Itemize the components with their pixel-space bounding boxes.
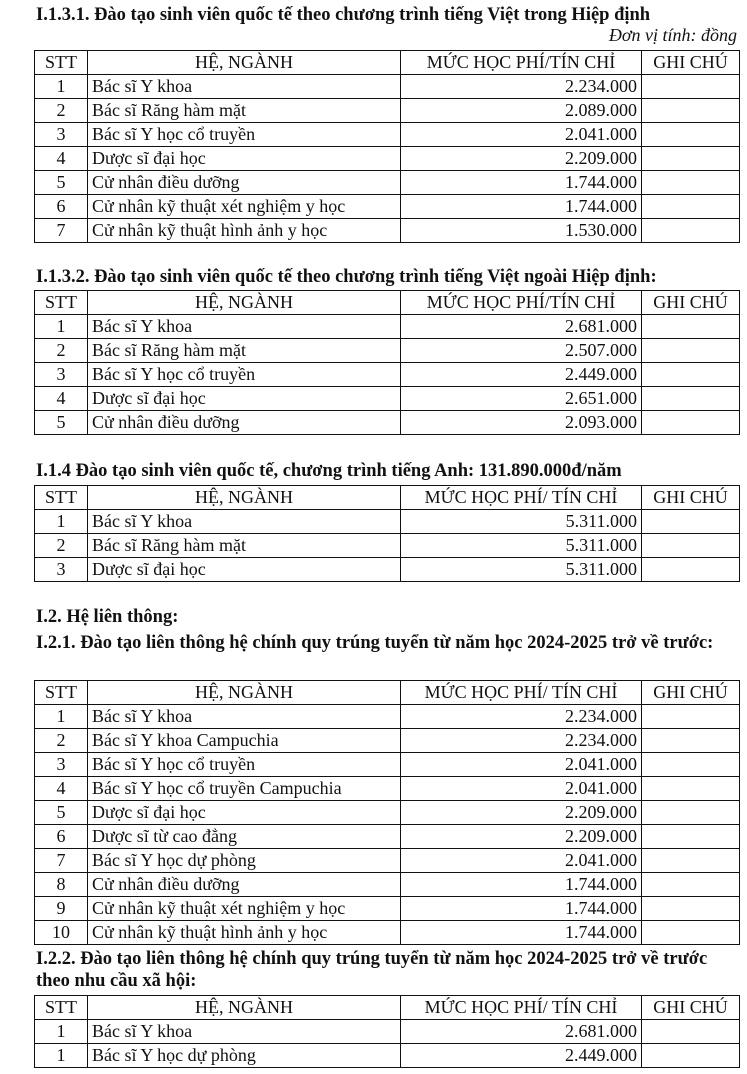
cell-fee: 2.089.000 <box>401 99 642 123</box>
cell-program: Cử nhân điều dưỡng <box>88 171 401 195</box>
header-note: GHI CHÚ <box>642 486 740 510</box>
cell-stt: 4 <box>35 777 88 801</box>
cell-fee: 2.041.000 <box>401 849 642 873</box>
table-row <box>35 729 740 753</box>
cell-program: Bác sĩ Y khoa Campuchia <box>88 729 401 753</box>
header-stt: STT <box>35 291 88 315</box>
header-note: GHI CHÚ <box>642 681 740 705</box>
cell-fee: 2.507.000 <box>401 339 642 363</box>
cell-stt: 5 <box>35 801 88 825</box>
fee-table-114 <box>34 485 740 582</box>
section-heading-1131: I.1.3.1. Đào tạo sinh viên quốc tế theo chương trình tiếng Việt trong Hiệp định <box>36 5 651 25</box>
cell-program: Bác sĩ Răng hàm mặt <box>88 534 401 558</box>
cell-fee: 1.744.000 <box>401 195 642 219</box>
cell-fee: 2.209.000 <box>401 825 642 849</box>
cell-note <box>642 75 740 99</box>
cell-note <box>642 558 740 582</box>
cell-note <box>642 171 740 195</box>
cell-fee: 5.311.000 <box>401 534 642 558</box>
cell-fee: 1.744.000 <box>401 921 642 945</box>
cell-program: Dược sĩ đại học <box>88 387 401 411</box>
header-fee: MỨC HỌC PHÍ/ TÍN CHỈ <box>401 486 642 510</box>
cell-program: Cử nhân kỹ thuật hình ảnh y học <box>88 921 401 945</box>
header-fee: MỨC HỌC PHÍ/ TÍN CHỈ <box>401 681 642 705</box>
cell-fee: 2.234.000 <box>401 75 642 99</box>
cell-fee: 1.530.000 <box>401 219 642 243</box>
cell-stt: 1 <box>35 315 88 339</box>
cell-program: Cử nhân kỹ thuật xét nghiệm y học <box>88 195 401 219</box>
table-row <box>35 777 740 801</box>
cell-fee: 2.651.000 <box>401 387 642 411</box>
table-row <box>35 921 740 945</box>
table-row <box>35 825 740 849</box>
cell-stt: 6 <box>35 195 88 219</box>
cell-fee: 5.311.000 <box>401 558 642 582</box>
cell-fee: 1.744.000 <box>401 873 642 897</box>
table-row <box>35 411 740 435</box>
header-note: GHI CHÚ <box>642 51 740 75</box>
section-heading-121: I.2.1. Đào tạo liên thông hệ chính quy trúng tuyển từ năm học 2024-2025 trở về trước: <box>36 633 714 653</box>
cell-note <box>642 705 740 729</box>
cell-note <box>642 873 740 897</box>
cell-stt: 3 <box>35 558 88 582</box>
cell-stt: 6 <box>35 825 88 849</box>
table-row <box>35 510 740 534</box>
cell-note <box>642 897 740 921</box>
header-program: HỆ, NGÀNH <box>88 996 401 1020</box>
cell-program: Dược sĩ từ cao đẳng <box>88 825 401 849</box>
cell-stt: 2 <box>35 99 88 123</box>
cell-note <box>642 387 740 411</box>
table-row <box>35 801 740 825</box>
cell-note <box>642 147 740 171</box>
cell-program: Bác sĩ Răng hàm mặt <box>88 339 401 363</box>
cell-stt: 1 <box>35 510 88 534</box>
cell-note <box>642 534 740 558</box>
table-row <box>35 363 740 387</box>
cell-note <box>642 123 740 147</box>
table-row <box>35 219 740 243</box>
cell-note <box>642 1044 740 1068</box>
section-heading-114: I.1.4 Đào tạo sinh viên quốc tế, chương trình tiếng Anh: 131.890.000đ/năm <box>36 461 622 481</box>
cell-note <box>642 315 740 339</box>
cell-note <box>642 99 740 123</box>
table-row <box>35 339 740 363</box>
cell-fee: 2.041.000 <box>401 777 642 801</box>
table-header-row <box>35 51 740 75</box>
cell-program: Bác sĩ Y khoa <box>88 705 401 729</box>
cell-stt: 2 <box>35 339 88 363</box>
cell-program: Bác sĩ Y học cổ truyền <box>88 363 401 387</box>
header-note: GHI CHÚ <box>642 996 740 1020</box>
cell-fee: 1.744.000 <box>401 171 642 195</box>
cell-note <box>642 729 740 753</box>
table-row <box>35 558 740 582</box>
header-stt: STT <box>35 996 88 1020</box>
table-row <box>35 897 740 921</box>
header-stt: STT <box>35 51 88 75</box>
cell-note <box>642 1020 740 1044</box>
cell-fee: 2.041.000 <box>401 753 642 777</box>
cell-stt: 1 <box>35 75 88 99</box>
cell-fee: 2.681.000 <box>401 315 642 339</box>
cell-stt: 1 <box>35 1044 88 1068</box>
cell-program: Dược sĩ đại học <box>88 801 401 825</box>
cell-stt: 2 <box>35 729 88 753</box>
table-row <box>35 849 740 873</box>
table-row <box>35 753 740 777</box>
header-note: GHI CHÚ <box>642 291 740 315</box>
cell-program: Dược sĩ đại học <box>88 558 401 582</box>
cell-note <box>642 339 740 363</box>
cell-note <box>642 411 740 435</box>
cell-stt: 7 <box>35 849 88 873</box>
cell-note <box>642 219 740 243</box>
cell-stt: 8 <box>35 873 88 897</box>
cell-stt: 1 <box>35 1020 88 1044</box>
header-fee: MỨC HỌC PHÍ/TÍN CHỈ <box>401 291 642 315</box>
fee-table-1132 <box>34 290 740 435</box>
table-row <box>35 99 740 123</box>
cell-stt: 4 <box>35 387 88 411</box>
fee-table-122 <box>34 995 740 1068</box>
cell-fee: 2.449.000 <box>401 363 642 387</box>
cell-stt: 5 <box>35 171 88 195</box>
cell-stt: 4 <box>35 147 88 171</box>
cell-fee: 2.093.000 <box>401 411 642 435</box>
cell-program: Cử nhân điều dưỡng <box>88 873 401 897</box>
table-row <box>35 75 740 99</box>
table-row <box>35 123 740 147</box>
header-program: HỆ, NGÀNH <box>88 291 401 315</box>
cell-note <box>642 753 740 777</box>
cell-stt: 5 <box>35 411 88 435</box>
table-row <box>35 387 740 411</box>
header-program: HỆ, NGÀNH <box>88 681 401 705</box>
header-program: HỆ, NGÀNH <box>88 51 401 75</box>
table-row <box>35 1020 740 1044</box>
cell-program: Bác sĩ Y học cổ truyền Campuchia <box>88 777 401 801</box>
table-row <box>35 1044 740 1068</box>
fee-table-1131 <box>34 50 740 243</box>
cell-fee: 2.681.000 <box>401 1020 642 1044</box>
table-row <box>35 147 740 171</box>
header-fee: MỨC HỌC PHÍ/ TÍN CHỈ <box>401 996 642 1020</box>
table-row <box>35 534 740 558</box>
cell-stt: 9 <box>35 897 88 921</box>
section-heading-1132: I.1.3.2. Đào tạo sinh viên quốc tế theo chương trình tiếng Việt ngoài Hiệp định: <box>36 267 657 287</box>
cell-program: Bác sĩ Y học dự phòng <box>88 1044 401 1068</box>
cell-note <box>642 363 740 387</box>
section-heading-12: I.2. Hệ liên thông: <box>36 607 179 627</box>
cell-stt: 1 <box>35 705 88 729</box>
header-stt: STT <box>35 486 88 510</box>
cell-note <box>642 777 740 801</box>
cell-stt: 3 <box>35 123 88 147</box>
table-row <box>35 705 740 729</box>
table-row <box>35 171 740 195</box>
cell-program: Bác sĩ Y học dự phòng <box>88 849 401 873</box>
fee-table-121 <box>34 680 740 945</box>
cell-program: Bác sĩ Y khoa <box>88 315 401 339</box>
cell-note <box>642 510 740 534</box>
section-heading-122: I.2.2. Đào tạo liên thông hệ chính quy trúng tuyển từ năm học 2024-2025 trở về trước theo nhu cầu xã hội: <box>36 949 708 991</box>
cell-fee: 2.449.000 <box>401 1044 642 1068</box>
header-fee: MỨC HỌC PHÍ/TÍN CHỈ <box>401 51 642 75</box>
cell-stt: 2 <box>35 534 88 558</box>
unit-note: Đơn vị tính: đồng <box>608 25 737 45</box>
cell-program: Bác sĩ Y học cổ truyền <box>88 753 401 777</box>
cell-note <box>642 825 740 849</box>
cell-program: Cử nhân điều dưỡng <box>88 411 401 435</box>
cell-program: Cử nhân kỹ thuật hình ảnh y học <box>88 219 401 243</box>
cell-note <box>642 921 740 945</box>
header-stt: STT <box>35 681 88 705</box>
cell-program: Bác sĩ Y khoa <box>88 510 401 534</box>
cell-note <box>642 195 740 219</box>
cell-note <box>642 801 740 825</box>
table-header-row <box>35 486 740 510</box>
cell-stt: 3 <box>35 363 88 387</box>
table-row <box>35 873 740 897</box>
cell-program: Bác sĩ Y khoa <box>88 75 401 99</box>
cell-program: Bác sĩ Y học cổ truyền <box>88 123 401 147</box>
table-header-row <box>35 996 740 1020</box>
cell-fee: 2.209.000 <box>401 801 642 825</box>
table-row <box>35 315 740 339</box>
cell-stt: 7 <box>35 219 88 243</box>
table-header-row <box>35 681 740 705</box>
table-row <box>35 195 740 219</box>
header-program: HỆ, NGÀNH <box>88 486 401 510</box>
cell-program: Bác sĩ Răng hàm mặt <box>88 99 401 123</box>
cell-stt: 10 <box>35 921 88 945</box>
cell-note <box>642 849 740 873</box>
cell-fee: 2.209.000 <box>401 147 642 171</box>
table-header-row <box>35 291 740 315</box>
cell-fee: 5.311.000 <box>401 510 642 534</box>
cell-fee: 2.234.000 <box>401 729 642 753</box>
cell-fee: 2.234.000 <box>401 705 642 729</box>
cell-program: Bác sĩ Y khoa <box>88 1020 401 1044</box>
cell-fee: 1.744.000 <box>401 897 642 921</box>
cell-stt: 3 <box>35 753 88 777</box>
cell-fee: 2.041.000 <box>401 123 642 147</box>
cell-program: Dược sĩ đại học <box>88 147 401 171</box>
cell-program: Cử nhân kỹ thuật xét nghiệm y học <box>88 897 401 921</box>
